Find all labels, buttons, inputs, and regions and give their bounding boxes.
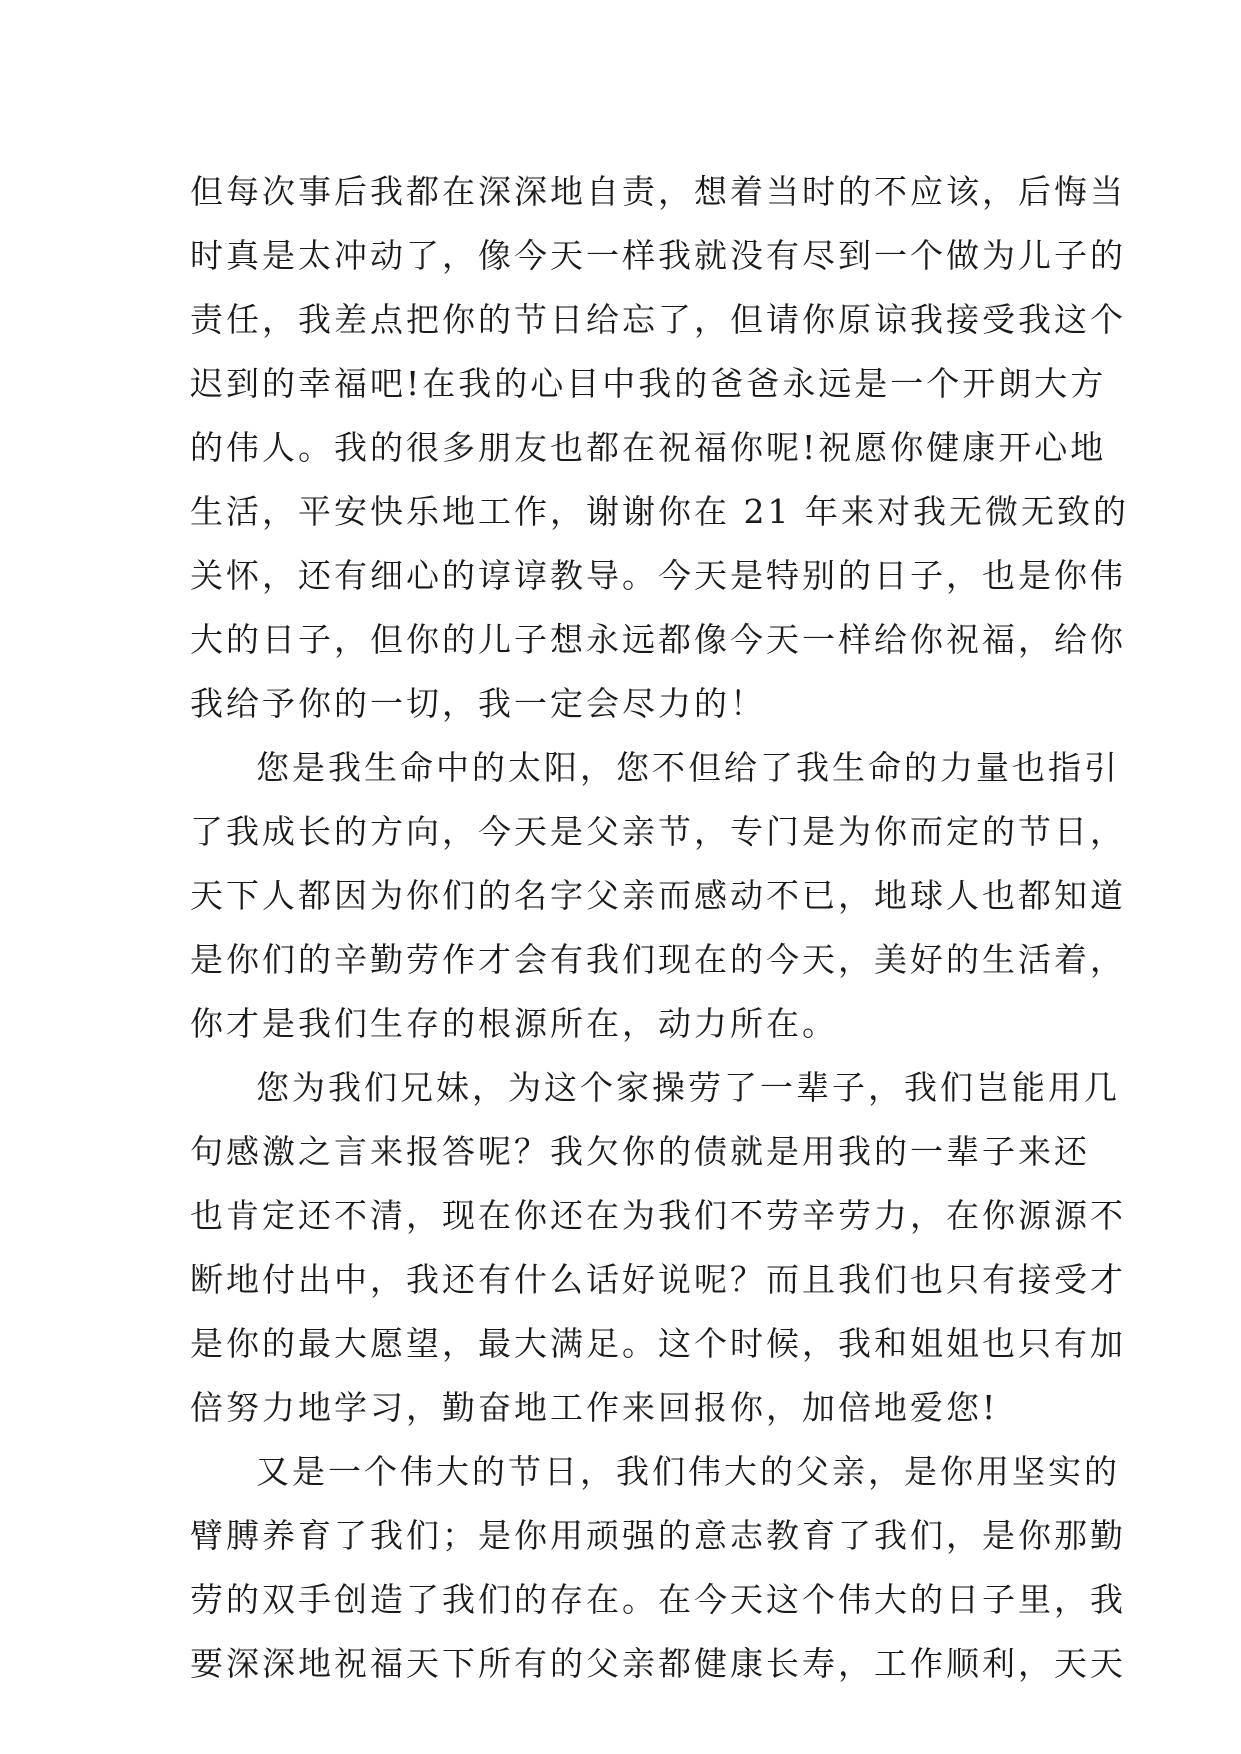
paragraph-start-line: 又是一个伟大的节日，我们伟大的父亲，是你用坚实的: [256, 1452, 1120, 1491]
text-line: 大的日子，但你的儿子想永远都像今天一样给你祝福，给你: [190, 620, 1126, 659]
text-line: 的伟人。我的很多朋友也都在祝福你呢!祝愿你健康开心地: [190, 428, 1107, 467]
text-line: 是你的最大愿望，最大满足。这个时候，我和姐姐也只有加: [190, 1324, 1126, 1363]
text-line: 生活，平安快乐地工作，谢谢你在 21 年来对我无微无致的: [190, 492, 1129, 531]
text-line: 责任，我差点把你的节日给忘了，但请你原谅我接受我这个: [190, 300, 1126, 339]
body-text: [190, 160, 1129, 1696]
text-line: 关怀，还有细心的谆谆教导。今天是特别的日子，也是你伟: [190, 556, 1126, 595]
text-line: 要深深地祝福天下所有的父亲都健康长寿，工作顺利，天天: [190, 1644, 1126, 1683]
text-line: 我给予你的一切，我一定会尽力的！: [190, 684, 766, 723]
text-line: 也肯定还不清，现在你还在为我们不劳辛劳力，在你源源不: [190, 1196, 1126, 1235]
paragraph-start-line: 您是我生命中的太阳，您不但给了我生命的力量也指引: [256, 748, 1120, 787]
text-line: 但每次事后我都在深深地自责，想着当时的不应该，后悔当: [190, 172, 1126, 211]
text-line: 句感激之言来报答呢？我欠你的债就是用我的一辈子来还: [190, 1132, 1090, 1171]
text-line: 天下人都因为你们的名字父亲而感动不已，地球人也都知道: [190, 876, 1126, 915]
paragraph-start-line: 您为我们兄妹，为这个家操劳了一辈子，我们岂能用几: [256, 1068, 1120, 1107]
text-line: 劳的双手创造了我们的存在。在今天这个伟大的日子里，我: [190, 1580, 1126, 1619]
text-line: 了我成长的方向，今天是父亲节，专门是为你而定的节日，: [190, 812, 1126, 851]
text-line: 是你们的辛勤劳作才会有我们现在的今天，美好的生活着，: [190, 940, 1126, 979]
text-line: 臂膊养育了我们；是你用顽强的意志教育了我们，是你那勤: [190, 1516, 1126, 1555]
text-line: 你才是我们生存的根源所在，动力所在。: [190, 1004, 838, 1043]
text-line: 倍努力地学习，勤奋地工作来回报你，加倍地爱您!: [190, 1388, 999, 1427]
text-line: 迟到的幸福吧!在我的心目中我的爸爸永远是一个开朗大方: [190, 364, 1107, 403]
text-line: 断地付出中，我还有什么话好说呢？而且我们也只有接受才: [190, 1260, 1126, 1299]
text-line: 时真是太冲动了，像今天一样我就没有尽到一个做为儿子的: [190, 236, 1126, 275]
